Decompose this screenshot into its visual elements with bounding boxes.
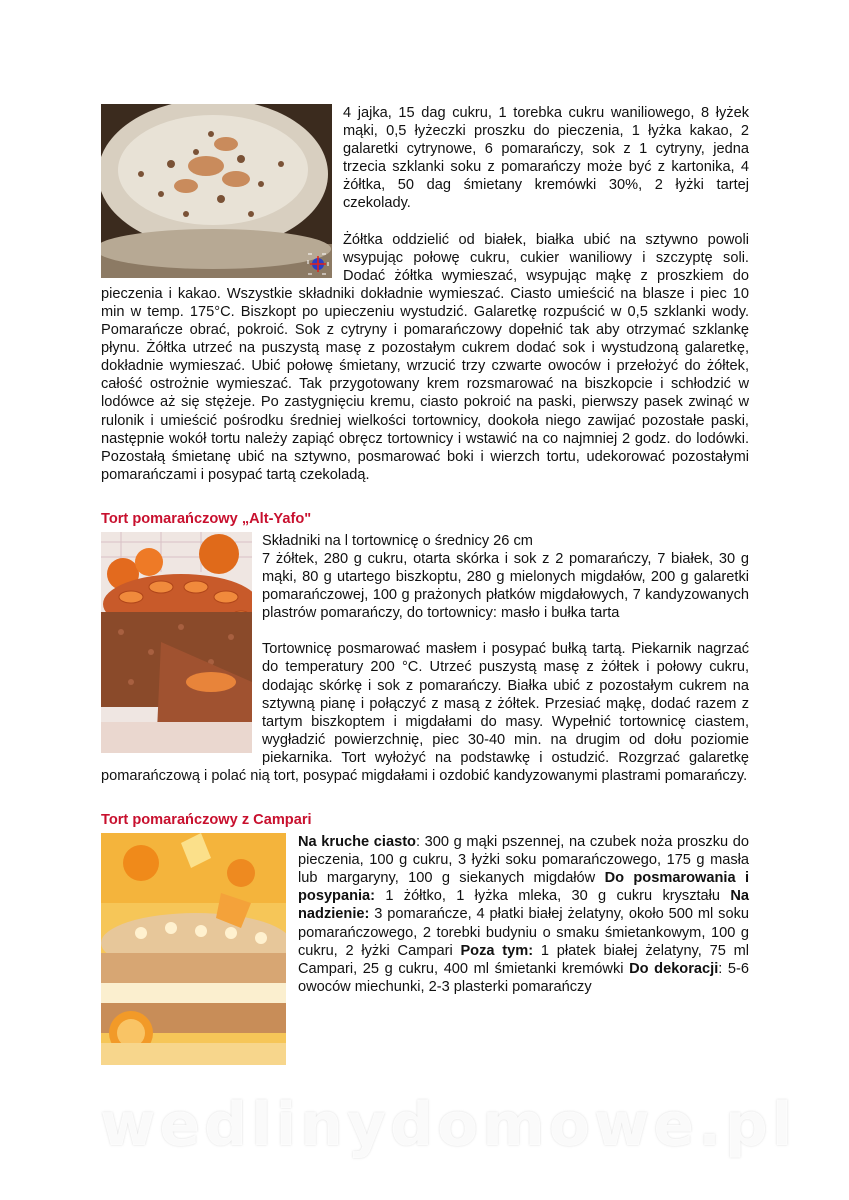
crosshair-icon <box>306 252 330 276</box>
recipe1-method: Żółtka oddzielić od białek, białka ubić na sztywno powoli wsypując połowę cukru, cukier waniliowy i szczyptę soli. Dodać żółtka wymieszać, wsypując mąkę z proszkiem do pieczenia i kakao. Wszystkie składniki dokładnie wymieszać. Ciasto umieścić na blasze i piec 10 min w temp. 175°C. Biszkopt po upieczeniu wystudzić. Galaretkę rozpuścić w 0,5 szklanki wody. Pomarańcze obrać, pokroić. Sok z cytryny i pomarańczowy dopełnić tak aby otrzymać szklankę płynu. Żółtka utrzeć na puszystą masę z pozostałym cukrem dodać sok i wystudzoną galaretkę, dokładnie wymieszać. Ubić połowę śmietany, wrzucić trzy czwarte owoców i przełożyć do żółtek, całość ostrożnie wymieszać. Tak przygotowany krem rozsmarować na biszkopcie i schłodzić w lodówce aż się stężeje. Po zastygnięciu kremu, ciasto pokroić na paski, pierwszy pasek zwinąć w rulonik i umieścić pośrodku średniej wielkości tortownicy, dookoła niego zawijać pozostałe paski, następnie wokół tortu należy zapiąć obręcz tortownicy i wstawić na co najmniej 2 godz. do lodówki. Pozostałą śmietanę ubić na sztywno, posmarować boki i wierzch tortu, udekorować pozostałymi pomarańczami i posypać tartą czekoladą. <box>101 231 749 483</box>
recipe2-title: Tort pomarańczowy „Alt-Yafo" <box>101 510 312 527</box>
cake-photo-3 <box>101 833 286 1065</box>
document-page <box>101 104 749 1069</box>
label-additionally: Poza tym: <box>460 942 534 959</box>
recipe2-ingredients: 7 żółtek, 280 g cukru, otarta skórka i sok z 2 pomarańczy, 7 białek, 30 g mąki, 80 g utartego biszkoptu, 280 g mielonych migdałów, 200 g galaretki pomarańczowej, 100 g prażonych płatków migdałowych, 7 kandyzowanych plastrów pomarańczy, do tortownicy: masło i bułka tarta <box>262 550 749 622</box>
cake-photo-1 <box>101 104 332 278</box>
label-brushing: Do posmarowania i posypania: <box>298 870 749 905</box>
watermark: wedlinydomowe.pl <box>100 1090 797 1160</box>
recipe3-title: Tort pomarańczowy z Campari <box>101 812 312 829</box>
label-filling: Na nadzienie: <box>298 888 749 923</box>
recipe2-intro: Składniki na l tortownicę o średnicy 26 cm <box>262 532 533 549</box>
label-shortcrust: Na kruche ciasto <box>298 834 416 851</box>
label-decoration: Do dekoracji <box>629 960 719 977</box>
recipe3-ingredients: Na kruche ciasto: 300 g mąki pszennej, na czubek noża proszku do pieczenia, 100 g cukru, 3 łyżki soku pomarańczowego, 175 g masła lub margaryny, 100 g siekanych migdałów Do posmarowania i posypania: 1 żółtko, 1 łyżka mleka, 30 g cukru kryształu Na nadzienie: 3 pomarańcze, 4 płatki białej żelatyny, około 500 ml soku pomarańczowego, 2 torebki budyniu o smaku śmietankowym, 100 g cukru, 2 łyżki Campari Poza tym: 1 płatek białej żelatyny, 75 ml Campari, 25 g cukru, 400 ml śmietanki kremówki Do dekoracji: 5-6 owoców miechunki, 2-3 plasterki pomarańczy <box>298 834 749 995</box>
recipe1-ingredients: 4 jajka, 15 dag cukru, 1 torebka cukru waniliowego, 8 łyżek mąki, 0,5 łyżeczki proszku do pieczenia, 1 łyżka kakao, 2 galaretki cytrynowe, 6 pomarańczy, sok z 1 cytryny, jedna trzecia szklanki soku z pomarańczy może być z kartonika, 4 żółtka, 50 dag śmietany kremówki 30%, 2 łyżki tartej czekolady. <box>343 105 749 212</box>
recipe2-method: Tortownicę posmarować masłem i posypać bułką tartą. Piekarnik nagrzać do temperatury 200 °C. Utrzeć puszystą masę z żółtek i połowy cukru, dodając skórkę i sok z pomarańczy. Białka ubić z pozostałym cukrem na sztywną pianę i połączyć z masą z żółtek. Przesiać mąkę, dodać razem z tartym biszkoptem i migdałami do masy. Wypełnić tortownicę ciastem, wygładzić powierzchnię, piec 30-40 min. na drugim od dołu poziomie piekarnika. Tort wyłożyć na podstawkę i ostudzić. Rozgrzać galaretkę pomarańczową i polać nią tort, posypać migdałami i ozdobić kandyzowanymi plastrami pomarańczy. <box>101 641 749 784</box>
cake-photo-2 <box>101 532 252 753</box>
